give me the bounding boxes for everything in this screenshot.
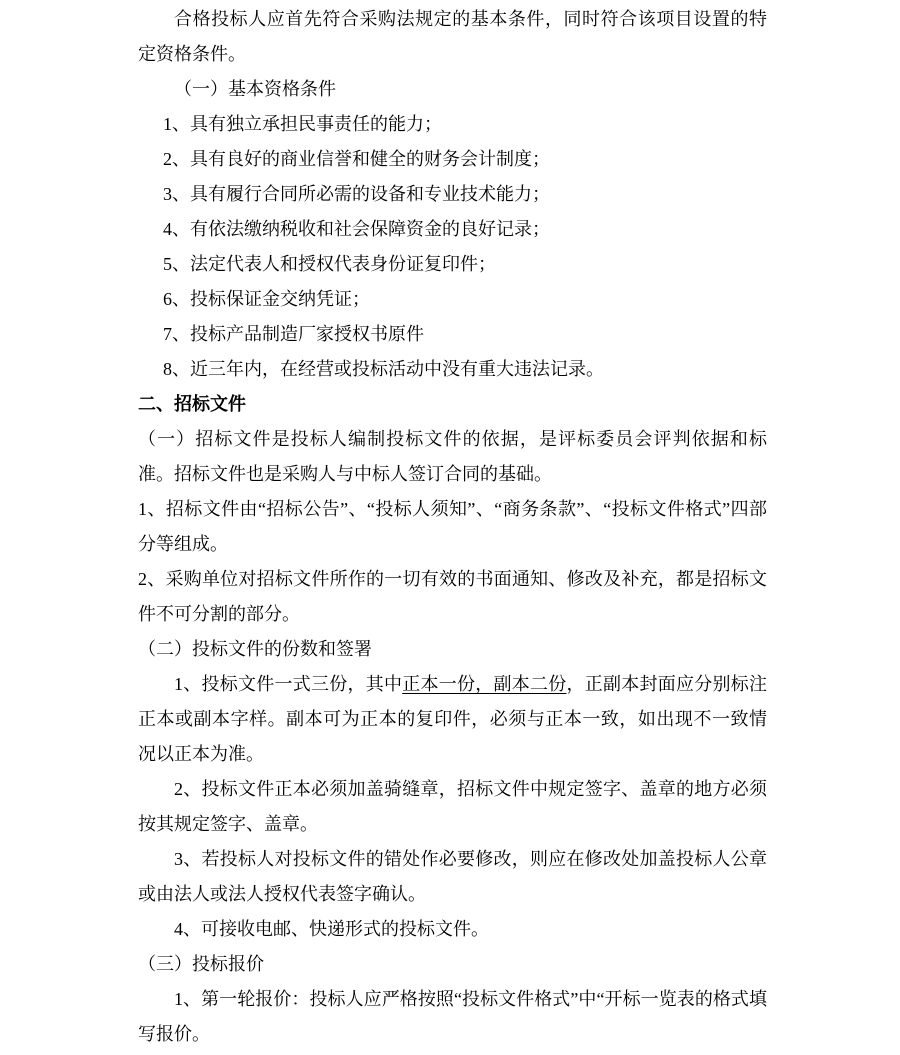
intro-paragraph: [138, 2, 767, 72]
text-run: 7、投标产品制造厂家授权书原件: [163, 324, 424, 344]
text-run: 4、可接收电邮、快递形式的投标文件。: [174, 919, 489, 939]
subsection-heading-copies-signing: [138, 632, 767, 667]
text-run: 2、投标文件正本必须加盖骑缝章，招标文件中规定签字、盖章的地方必须按其规定签字、盖章。: [138, 779, 767, 834]
text-run: 1、招标文件由“招标公告”、“投标人须知”、“商务条款”、“投标文件格式”四部分等组成。: [138, 499, 767, 554]
subsection-heading-basic-qualification: [138, 72, 767, 107]
list-item-6: [138, 282, 767, 317]
document-body: [138, 2, 767, 1052]
text-run: 3、具有履行合同所必需的设备和专业技术能力；: [163, 184, 550, 204]
text-run: 6、投标保证金交纳凭证；: [163, 289, 370, 309]
paragraph-copies: [138, 667, 767, 772]
text-run: 1、第一轮报价：投标人应严格按照“投标文件格式”中“开标一览表的格式填写报价。: [138, 989, 767, 1044]
paragraph-tender-doc-composition: [138, 492, 767, 562]
text-run: 3、若投标人对投标文件的错处作必要修改，则应在修改处加盖投标人公章或由法人或法人授权代表签字确认。: [138, 849, 767, 904]
text-run: 二、招标文件: [138, 394, 246, 414]
paragraph-tender-doc-amendments: [138, 562, 767, 632]
text-run: 1、投标文件一式三份，其中: [174, 674, 403, 694]
underlined-text: 正本一份，副本二份: [402, 674, 567, 694]
list-item-1: [138, 107, 767, 142]
text-run: ，正副本封面应分别标注正本或副本字样。副本可为正本的复印件，必须与正本一致，如出现不一致情况以正本为准。: [138, 674, 767, 764]
list-item-5: [138, 247, 767, 282]
text-run: （一）招标文件是投标人编制投标文件的依据，是评标委员会评判依据和标准。招标文件也是采购人与中标人签订合同的基础。: [138, 429, 767, 484]
text-run: 2、采购单位对招标文件所作的一切有效的书面通知、修改及补充，都是招标文件不可分割的部分。: [138, 569, 767, 624]
paragraph-tender-doc-basis: [138, 422, 767, 492]
text-run: 1、具有独立承担民事责任的能力；: [163, 114, 442, 134]
text-run: （一）基本资格条件: [174, 79, 336, 99]
paragraph-corrections: [138, 842, 767, 912]
list-item-4: [138, 212, 767, 247]
list-item-7: [138, 317, 767, 352]
list-item-3: [138, 177, 767, 212]
list-item-2: [138, 142, 767, 177]
subsection-heading-bid-price: [138, 947, 767, 982]
text-run: （二）投标文件的份数和签署: [138, 639, 372, 659]
text-run: 2、具有良好的商业信誉和健全的财务会计制度；: [163, 149, 550, 169]
paragraph-first-round-quote: [138, 982, 767, 1052]
list-item-8: [138, 352, 767, 387]
text-run: （三）投标报价: [138, 954, 264, 974]
section-heading-tender-documents: [138, 387, 767, 422]
text-run: 5、法定代表人和授权代表身份证复印件；: [163, 254, 496, 274]
paragraph-delivery-forms: [138, 912, 767, 947]
paragraph-seals: [138, 772, 767, 842]
text-run: 4、有依法缴纳税收和社会保障资金的良好记录；: [163, 219, 550, 239]
text-run: 8、近三年内，在经营或投标活动中没有重大违法记录。: [163, 359, 604, 379]
text-run: 合格投标人应首先符合采购法规定的基本条件，同时符合该项目设置的特定资格条件。: [138, 9, 767, 64]
